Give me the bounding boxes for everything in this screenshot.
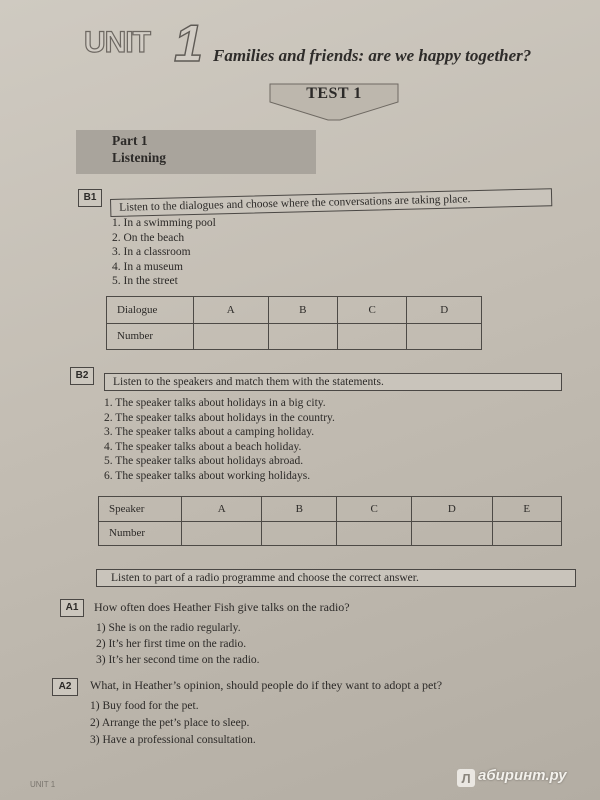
list-item: 1. The speaker talks about holidays in a big city. xyxy=(104,397,326,409)
part-subtitle: Listening xyxy=(112,150,167,165)
table-header-cell: B xyxy=(262,497,337,522)
answer-cell[interactable] xyxy=(492,521,561,546)
table-header-cell: Number xyxy=(107,323,194,350)
answer-cell[interactable] xyxy=(268,323,337,350)
watermark xyxy=(456,766,596,790)
table-header-cell: D xyxy=(407,297,482,324)
list-item: 4. The speaker talks about a beach holiday. xyxy=(104,440,302,453)
list-item: 5. In the street xyxy=(112,275,178,288)
table-header-cell: E xyxy=(492,497,561,522)
list-item: 6. The speaker talks about working holidays. xyxy=(104,469,311,482)
table-header-cell: C xyxy=(337,497,412,522)
list-item: 3. In a classroom xyxy=(112,246,191,259)
list-item: 3. The speaker talks about a camping holiday. xyxy=(104,426,315,439)
list-item: 1. In a swimming pool xyxy=(112,217,216,229)
unit-header xyxy=(80,14,580,74)
b2-instruction: Listen to the speakers and match them with the statements. xyxy=(104,373,562,391)
answer-option[interactable]: 1) Buy food for the pet. xyxy=(90,700,199,712)
unit-title: Families and friends: are we happy together? xyxy=(213,46,532,65)
answer-cell[interactable] xyxy=(407,323,482,350)
unit-number: 1 xyxy=(174,15,203,73)
answer-cell[interactable] xyxy=(337,521,412,546)
b1-instruction: Listen to the dialogues and choose where the conversations are taking place. xyxy=(110,188,552,217)
table-row xyxy=(107,323,482,350)
part-label: Part 1 xyxy=(112,133,148,148)
list-item: 2. On the beach xyxy=(112,231,185,244)
table-header-cell: A xyxy=(194,297,269,324)
answer-option[interactable]: 2) It’s her first time on the radio. xyxy=(96,638,247,650)
answer-option[interactable]: 3) It’s her second time on the radio. xyxy=(96,654,260,666)
svg-text:Л: Л xyxy=(461,771,471,786)
table-header-cell: D xyxy=(412,497,492,522)
task-id-a2: A2 xyxy=(52,678,78,696)
table-row xyxy=(99,521,562,546)
answer-cell[interactable] xyxy=(194,323,269,350)
b2-answer-table xyxy=(98,496,562,546)
a1-question: How often does Heather Fish give talks on the radio? xyxy=(94,600,350,614)
test-title: TEST 1 xyxy=(306,85,362,102)
task-id-a1: A1 xyxy=(60,599,84,617)
a-section-instruction: Listen to part of a radio programme and choose the correct answer. xyxy=(96,569,576,587)
answer-option[interactable]: 2) Arrange the pet’s place to sleep. xyxy=(90,717,250,729)
answer-cell[interactable] xyxy=(337,323,406,350)
a1-options xyxy=(96,620,260,668)
unit-word: UNIT xyxy=(84,26,150,59)
table-header-cell: Speaker xyxy=(99,497,182,522)
answer-option[interactable]: 3) Have a professional consultation. xyxy=(90,734,256,746)
answer-cell[interactable] xyxy=(262,521,337,546)
b2-options xyxy=(104,396,335,484)
table-header-cell: B xyxy=(268,297,337,324)
b1-options xyxy=(112,216,216,289)
table-header-cell: A xyxy=(182,497,262,522)
answer-option[interactable]: 1) She is on the radio regularly. xyxy=(96,622,241,634)
table-row xyxy=(99,497,562,522)
list-item: 4. In a museum xyxy=(112,260,183,273)
part-heading xyxy=(76,130,316,174)
a2-question: What, in Heather’s opinion, should people do if they want to adopt a pet? xyxy=(90,678,443,692)
b1-answer-table xyxy=(106,296,482,350)
list-item: 5. The speaker talks about holidays abroad. xyxy=(104,455,304,468)
watermark-text: абиринт.ру xyxy=(478,767,567,784)
answer-cell[interactable] xyxy=(182,521,262,546)
table-header-cell: Number xyxy=(99,521,182,546)
a2-options xyxy=(90,698,256,749)
table-header-cell: C xyxy=(337,297,406,324)
task-id-b2: B2 xyxy=(70,367,94,385)
footer-unit-label: UNIT 1 xyxy=(30,780,56,789)
table-row xyxy=(107,297,482,324)
test-banner xyxy=(268,82,400,122)
labirint-logo-icon xyxy=(456,768,476,788)
answer-cell[interactable] xyxy=(412,521,492,546)
table-header-cell: Dialogue xyxy=(107,297,194,324)
task-id-b1: B1 xyxy=(78,189,102,207)
list-item: 2. The speaker talks about holidays in the country. xyxy=(104,411,335,424)
